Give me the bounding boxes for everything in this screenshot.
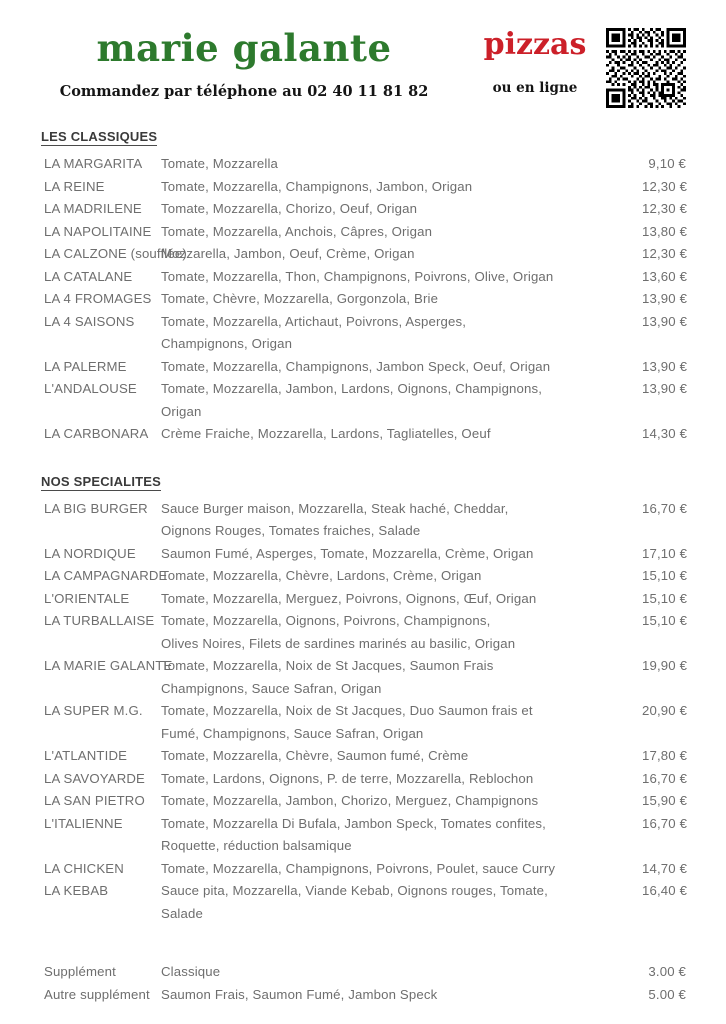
menu-item-row: [0, 610, 726, 655]
menu-item-name: Autre supplément: [44, 986, 150, 1002]
menu-item-price: 16,40 €: [642, 883, 688, 898]
menu-item-description-line1: Tomate, Lardons, Oignons, P. de terre, Mozzarella, Reblochon: [161, 770, 534, 786]
menu-item-row: [0, 880, 726, 925]
menu-item-row: [0, 700, 726, 745]
menu-item-description: [161, 498, 642, 543]
menu-item-price: 13,60 €: [642, 268, 688, 284]
menu-item-description-line1: Tomate, Mozzarella, Merguez, Poivrons, Oignons, Œuf, Origan: [161, 590, 537, 606]
menu-body: [0, 128, 726, 1006]
menu-item-description: [161, 543, 642, 566]
menu-item-price: 13,90 €: [642, 381, 688, 396]
menu-item-name: LA 4 SAISONS: [44, 313, 135, 329]
brand-block-left: [44, 26, 444, 100]
menu-item-description-line2: Oignons Rouges, Tomates fraiches, Salade: [161, 523, 421, 538]
menu-item-name: LA CARBONARA: [44, 426, 149, 441]
menu-item-name: L'ITALIENNE: [44, 815, 123, 831]
menu-item-description: [161, 768, 642, 791]
menu-item-name: LA NAPOLITAINE: [44, 223, 152, 239]
menu-item-price: 3.00 €: [648, 964, 686, 979]
menu-item-description: [161, 813, 642, 858]
menu-item-description: [161, 565, 642, 588]
menu-item-price: 19,90 €: [642, 658, 688, 673]
menu-item-description-line2: Origan: [161, 403, 202, 419]
menu-item-name: LA CHICKEN: [44, 860, 124, 876]
menu-item-name: LA MARIE GALANTE: [44, 658, 173, 673]
menu-item-row: [0, 543, 726, 566]
menu-section: [0, 473, 726, 926]
menu-item-description-line1: Tomate, Mozzarella, Jambon, Lardons, Oignons, Champignons,: [161, 381, 543, 396]
menu-item-name: LA SAN PIETRO: [44, 793, 145, 808]
menu-item-price: 16,70 €: [642, 770, 688, 786]
brand-block-right: [470, 27, 600, 96]
menu-item-description-line1: Tomate, Mozzarella: [161, 156, 279, 171]
menu-item-name: L'ORIENTALE: [44, 590, 130, 606]
menu-item-price: 12,30 €: [642, 201, 688, 216]
menu-item-row: [0, 498, 726, 543]
menu-item-price: 14,70 €: [642, 860, 688, 876]
menu-item-description: [161, 745, 642, 768]
menu-item-name: LA MADRILENE: [44, 201, 142, 216]
menu-item-description-line1: Tomate, Mozzarella, Noix de St Jacques, Duo Saumon frais et: [161, 703, 533, 718]
menu-item-row: [0, 266, 726, 289]
menu-item-price: 16,70 €: [642, 500, 688, 516]
menu-item-price: 13,80 €: [642, 223, 688, 239]
menu-item-description: [161, 790, 642, 813]
menu-item-price: 5.00 €: [648, 986, 686, 1002]
menu-item-row: [0, 153, 726, 176]
menu-item-description-line1: Tomate, Mozzarella, Oignons, Poivrons, Champignons,: [161, 613, 491, 628]
menu-section: [0, 961, 726, 1006]
menu-item-name: LA BIG BURGER: [44, 500, 148, 516]
menu-item-description: [161, 311, 642, 356]
menu-item-row: [0, 378, 726, 423]
menu-item-description-line1: Tomate, Mozzarella, Champignons, Jambon, Origan: [161, 178, 473, 194]
menu-item-description-line1: Mozzarella, Jambon, Oeuf, Crème, Origan: [161, 246, 415, 261]
menu-item-description-line1: Crème Fraiche, Mozzarella, Lardons, Tagliatelles, Oeuf: [161, 426, 491, 441]
menu-section: [0, 128, 726, 446]
menu-item-description-line2: Champignons, Sauce Safran, Origan: [161, 680, 382, 696]
menu-item-description-line1: Tomate, Mozzarella, Chèvre, Lardons, Crème, Origan: [161, 568, 482, 583]
menu-item-row: [0, 655, 726, 700]
section-title-wrap: [0, 128, 726, 153]
qr-code-svg: [606, 28, 686, 108]
menu-item-description: [161, 266, 642, 289]
menu-item-description-line1: Saumon Fumé, Asperges, Tomate, Mozzarella, Crème, Origan: [161, 545, 534, 561]
menu-item-price: 13,90 €: [642, 358, 688, 374]
menu-item-description: [161, 700, 642, 745]
menu-item-price: 12,30 €: [642, 178, 688, 194]
menu-item-row: [0, 745, 726, 768]
supplements-spacer: [0, 925, 726, 961]
menu-item-row: [0, 961, 726, 984]
menu-item-description: [161, 588, 642, 611]
menu-item-row: [0, 288, 726, 311]
menu-item-price: 13,90 €: [642, 313, 688, 329]
menu-item-description: [161, 984, 642, 1007]
menu-item-description-line1: Tomate, Mozzarella, Jambon, Chorizo, Merguez, Champignons: [161, 793, 539, 808]
menu-item-name: LA TURBALLAISE: [44, 613, 155, 628]
menu-item-description-line2: Olives Noires, Filets de sardines marinés au basilic, Origan: [161, 635, 516, 651]
menu-item-description: [161, 153, 642, 176]
qr-code-icon[interactable]: [606, 28, 686, 108]
menu-item-name: L'ANDALOUSE: [44, 381, 137, 396]
menu-item-description-line1: Sauce pita, Mozzarella, Viande Kebab, Oignons rouges, Tomate,: [161, 883, 548, 898]
menu-item-description-line2: Salade: [161, 905, 203, 921]
menu-item-description-line1: Tomate, Mozzarella Di Bufala, Jambon Speck, Tomates confites,: [161, 815, 546, 831]
menu-item-row: [0, 198, 726, 221]
online-order-label: ou en ligne: [492, 80, 578, 96]
section-spacer: [0, 446, 726, 473]
menu-item-row: [0, 221, 726, 244]
menu-item-description-line2: Roquette, réduction balsamique: [161, 838, 352, 853]
menu-item-description-line1: Tomate, Chèvre, Mozzarella, Gorgonzola, Brie: [161, 291, 439, 306]
menu-item-name: LA MARGARITA: [44, 156, 143, 171]
phone-order-line: Commandez par téléphone au 02 40 11 81 82: [59, 83, 429, 100]
menu-item-description: [161, 423, 642, 446]
section-title-wrap: [0, 473, 726, 498]
menu-item-name: LA PALERME: [44, 358, 127, 374]
menu-item-price: 20,90 €: [642, 703, 688, 718]
menu-item-price: 12,30 €: [642, 246, 688, 261]
menu-item-description-line1: Sauce Burger maison, Mozzarella, Steak haché, Cheddar,: [161, 500, 509, 516]
menu-item-name: LA NORDIQUE: [44, 545, 136, 561]
page-title: marie galante: [96, 26, 392, 70]
menu-item-description: [161, 378, 642, 423]
menu-item-name: LA CALZONE (soufflée): [44, 246, 187, 261]
menu-item-description-line2: Champignons, Origan: [161, 336, 293, 351]
menu-item-description-line2: Fumé, Champignons, Sauce Safran, Origan: [161, 725, 424, 741]
menu-item-name: Supplément: [44, 964, 116, 979]
menu-item-name: LA CATALANE: [44, 268, 133, 284]
menu-item-price: 15,90 €: [642, 793, 688, 808]
menu-item-description: [161, 880, 642, 925]
menu-item-row: [0, 243, 726, 266]
menu-item-row: [0, 588, 726, 611]
page-header: [0, 0, 726, 120]
menu-item-description-line1: Tomate, Mozzarella, Thon, Champignons, Poivrons, Olive, Origan: [161, 268, 554, 284]
menu-item-description: [161, 356, 642, 379]
menu-item-row: [0, 423, 726, 446]
menu-item-description: [161, 243, 642, 266]
menu-item-description: [161, 198, 642, 221]
menu-item-description-line1: Saumon Frais, Saumon Fumé, Jambon Speck: [161, 986, 438, 1002]
menu-item-price: 15,10 €: [642, 590, 688, 606]
menu-item-price: 16,70 €: [642, 815, 688, 831]
menu-item-description-line1: Tomate, Mozzarella, Chorizo, Oeuf, Origan: [161, 201, 418, 216]
menu-item-price: 17,10 €: [642, 545, 688, 561]
menu-item-description: [161, 176, 642, 199]
menu-item-name: LA REINE: [44, 178, 105, 194]
menu-item-price: 15,10 €: [642, 613, 688, 628]
menu-item-description: [161, 221, 642, 244]
menu-item-row: [0, 356, 726, 379]
menu-item-row: [0, 984, 726, 1007]
menu-item-price: 17,80 €: [642, 748, 688, 763]
menu-item-description-line1: Tomate, Mozzarella, Champignons, Poivrons, Poulet, sauce Curry: [161, 860, 556, 876]
menu-item-row: [0, 176, 726, 199]
menu-item-description: [161, 961, 642, 984]
menu-item-price: 15,10 €: [642, 568, 688, 583]
pizzas-heading: pizzas: [483, 27, 587, 62]
menu-item-name: LA SUPER M.G.: [44, 703, 143, 718]
menu-item-description-line1: Tomate, Mozzarella, Champignons, Jambon Speck, Oeuf, Origan: [161, 358, 551, 374]
menu-item-row: [0, 311, 726, 356]
menu-item-row: [0, 768, 726, 791]
menu-item-description: [161, 858, 642, 881]
menu-item-name: LA CAMPAGNARDE: [44, 568, 168, 583]
menu-item-description: [161, 288, 642, 311]
menu-item-price: 14,30 €: [642, 426, 688, 441]
section-heading: NOS SPECIALITES: [41, 473, 162, 489]
menu-item-name: LA SAVOYARDE: [44, 770, 145, 786]
menu-item-description: [161, 610, 642, 655]
menu-item-row: [0, 790, 726, 813]
menu-item-description-line1: Classique: [161, 964, 221, 979]
menu-item-row: [0, 565, 726, 588]
menu-item-description-line1: Tomate, Mozzarella, Noix de St Jacques, Saumon Frais: [161, 658, 494, 673]
menu-item-description-line1: Tomate, Mozzarella, Artichaut, Poivrons, Asperges,: [161, 313, 467, 329]
menu-item-description: [161, 655, 642, 700]
menu-item-description-line1: Tomate, Mozzarella, Anchois, Câpres, Origan: [161, 223, 433, 239]
section-heading: LES CLASSIQUES: [41, 129, 158, 144]
menu-item-name: L'ATLANTIDE: [44, 748, 128, 763]
menu-item-price: 9,10 €: [648, 156, 686, 171]
menu-item-name: LA 4 FROMAGES: [44, 291, 152, 306]
menu-item-price: 13,90 €: [642, 291, 688, 306]
menu-item-name: LA KEBAB: [44, 883, 109, 898]
menu-item-row: [0, 813, 726, 858]
menu-item-description-line1: Tomate, Mozzarella, Chèvre, Saumon fumé, Crème: [161, 748, 469, 763]
menu-item-row: [0, 858, 726, 881]
